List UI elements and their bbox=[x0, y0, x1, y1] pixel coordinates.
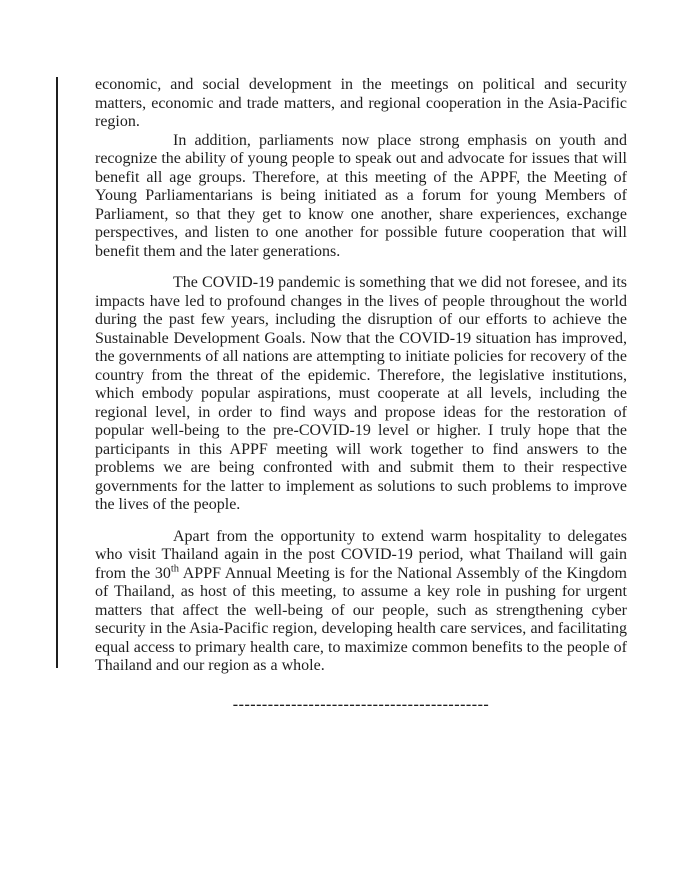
dashed-separator: -------------------------------------------- bbox=[232, 695, 490, 713]
ordinal-superscript: th bbox=[170, 563, 180, 575]
paragraph-text-after-superscript: APPF Annual Meeting is for the National Assembly of the Kingdom of Thailand, as host of this meeting, to assume a key role in pushing for urgent matters that affect the well-being of our people, such as strengthening cyber security in the Asia-Pacific region, developing health care services, and facilitating equal access to primary health care, to maximize common benefits to the people of Thailand and our region as a whole. bbox=[95, 564, 627, 674]
margin-change-bar bbox=[56, 77, 58, 668]
paragraph-text-before-superscript: Apart from the opportunity to extend warm hospitality to delegates who visit Thailand again in the post COVID-19 period, what Thailand will gain from the 30 bbox=[95, 527, 627, 582]
paragraph-youth: In addition, parliaments now place strong emphasis on youth and recognize the ability of young people to speak out and advocate for issues that will benefit all age groups. Therefore, at this meeting of the APPF, the Meeting of Young Parliamentarians is being initiated as a forum for young Members of Parliament, so that they get to know one another, share experiences, exchange perspectives, and listen to one another for possible future cooperation that will benefit them and the later generations. bbox=[95, 131, 627, 260]
paragraph-covid: The COVID-19 pandemic is something that we did not foresee, and its impacts have led to profound changes in the lives of people throughout the world during the past few years, including the disruption of our efforts to achieve the Sustainable Development Goals. Now that the COVID-19 situation has improved, the governments of all nations are attempting to initiate policies for recovery of the country from the threat of the epidemic. Therefore, the legislative institutions, which embody popular aspirations, must cooperate at all levels, including the regional level, in order to find ways and propose ideas for the restoration of popular well-being to the pre-COVID-19 level or higher. I truly hope that the participants in this APPF meeting will work together to find answers to the problems we are being confronted with and submit them to their respective governments for the latter to implement as solutions to such problems to improve the lives of the people. bbox=[95, 274, 627, 513]
paragraph-closing bbox=[95, 528, 627, 676]
paragraph-continuation: economic, and social development in the meetings on political and security matters, economic and trade matters, and regional cooperation in the Asia-Pacific region. bbox=[95, 76, 627, 130]
document-content bbox=[95, 76, 627, 714]
